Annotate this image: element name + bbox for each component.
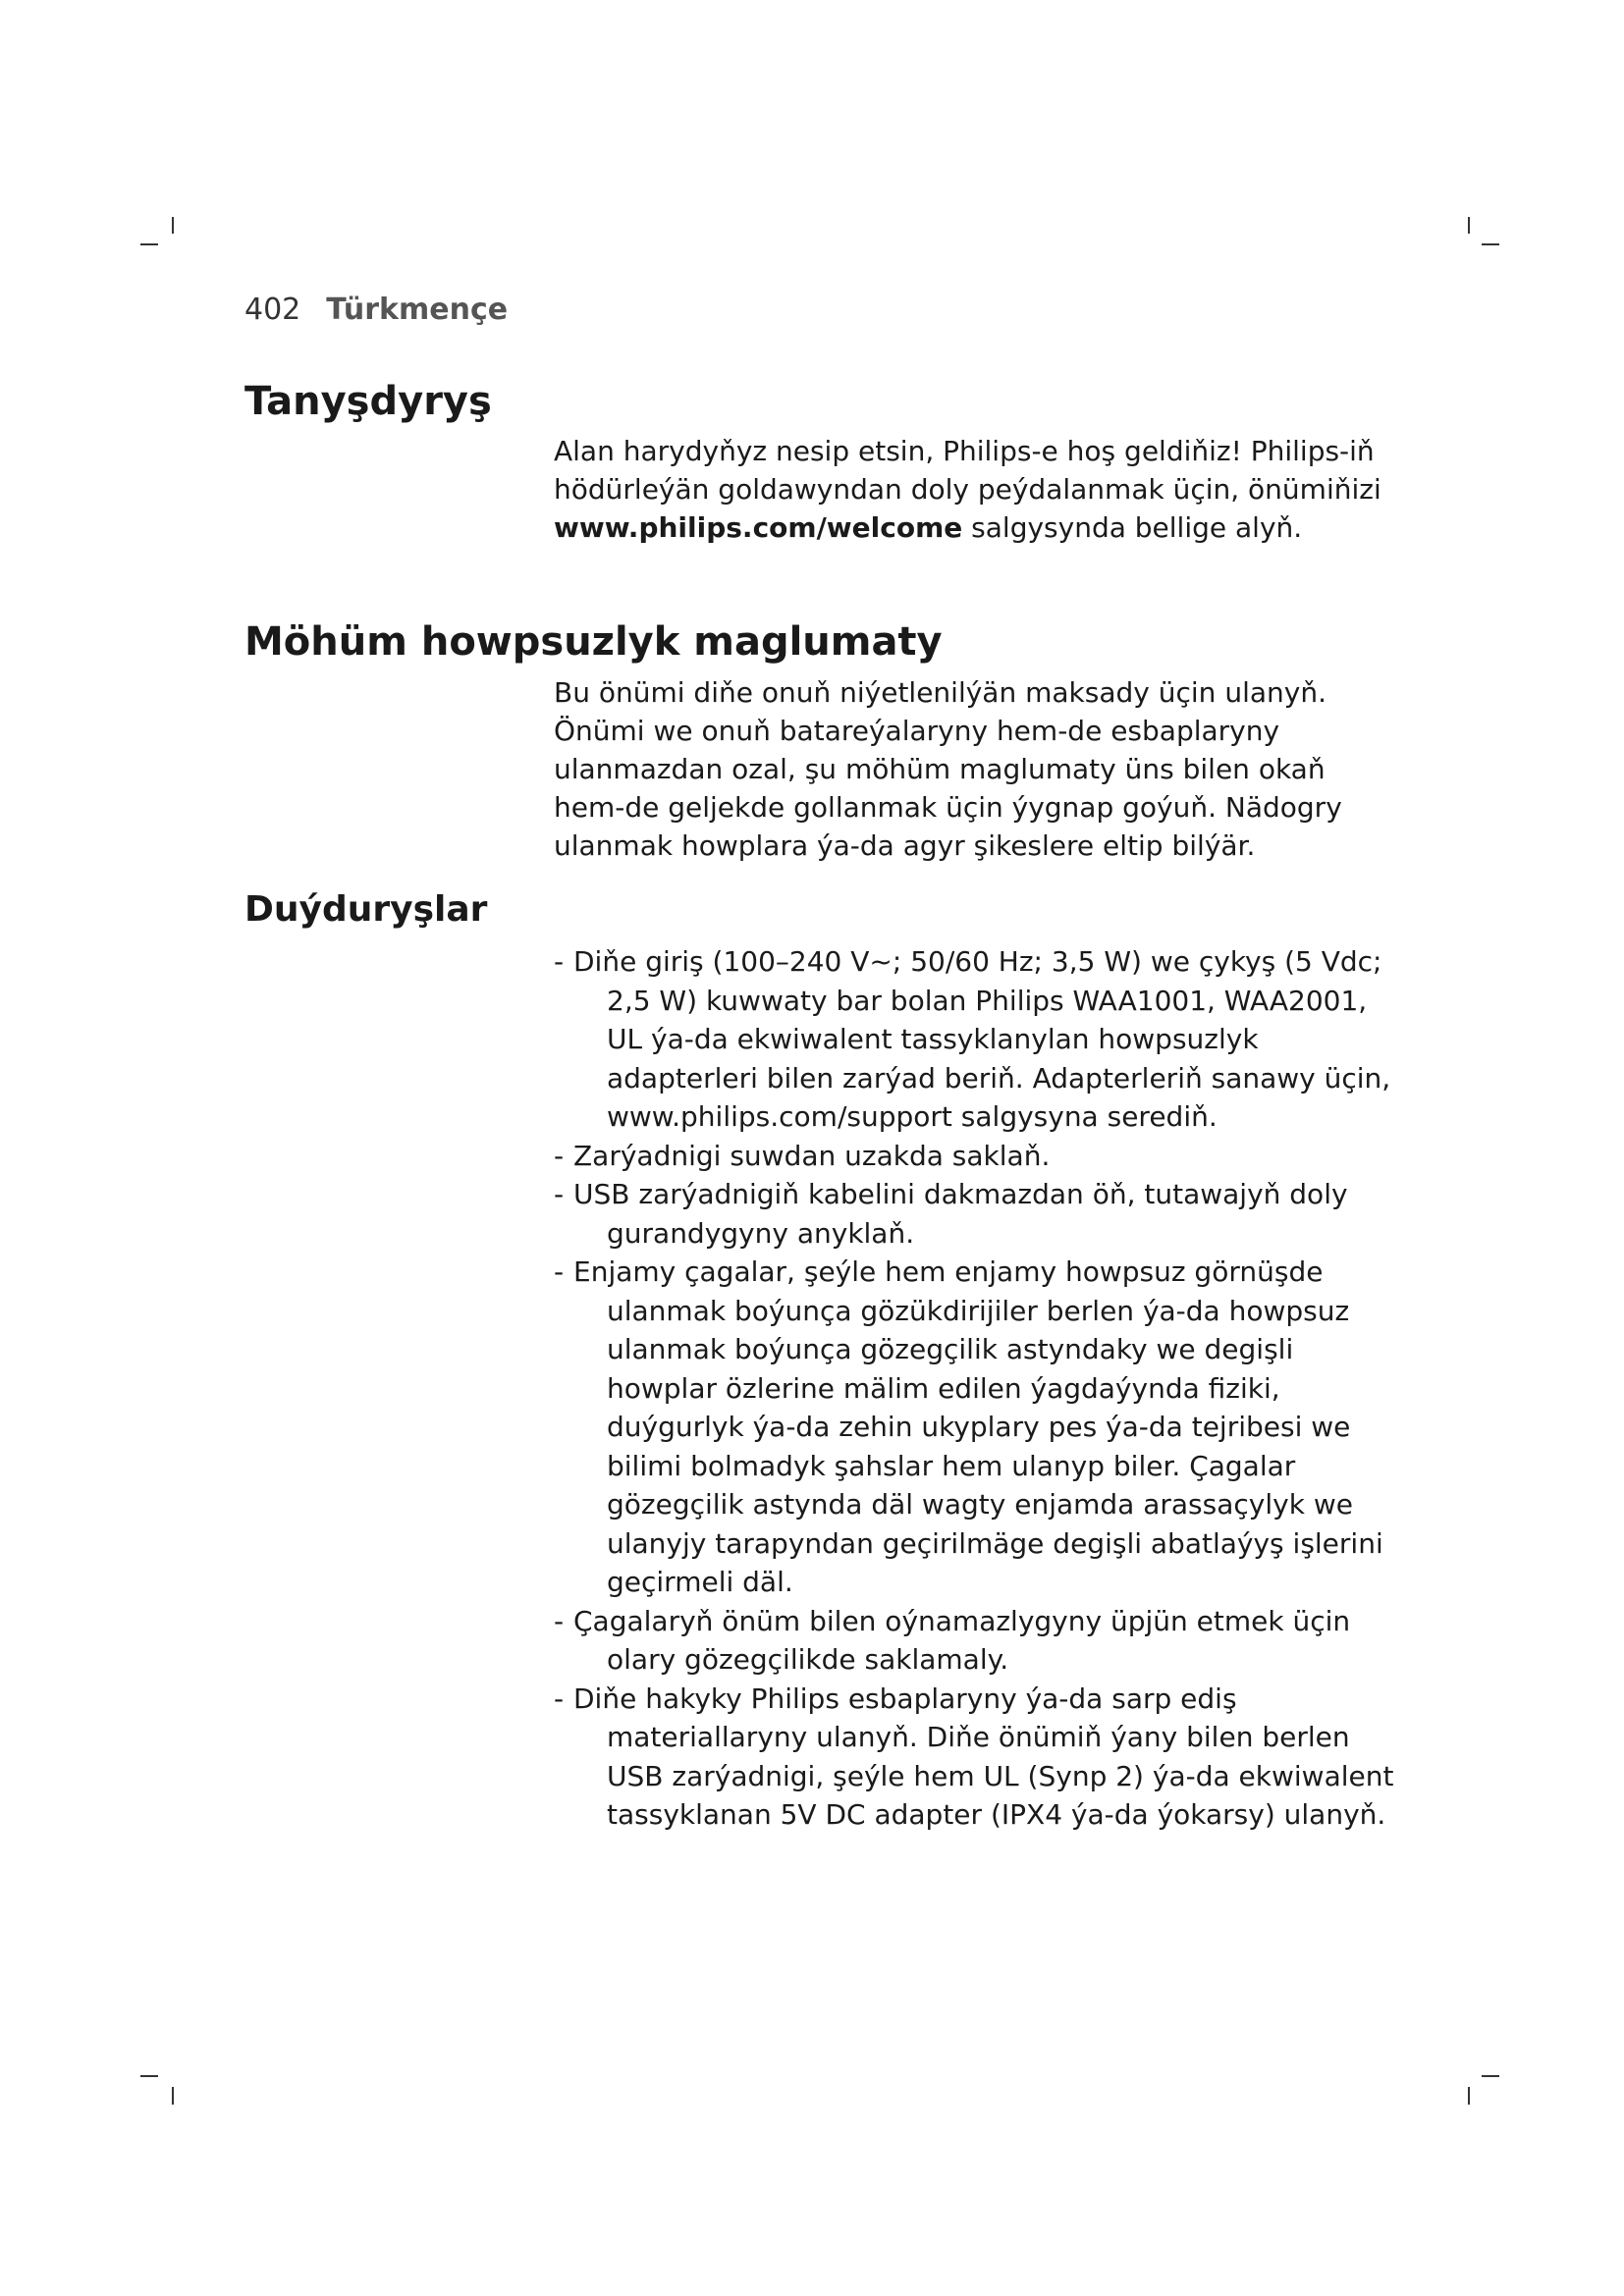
- warning-item: [554, 942, 1398, 1137]
- warning-item: [554, 1680, 1398, 1835]
- warning-text: Enjamy çagalar, şeýle hem enjamy howpsuz görnüşde ulanmak boýunça gözükdirijiler berlen ýa-da howpsuz ulanmak boýunça gözegçilik astyndaky we degişli howplar özlerine mälim edilen ýagdaýynda fiziki, duýgurlyk ýa-da zehin ukyplary pes ýa-da tejribesi we bilimi bolmadyk şahslar hem ulanyp biler. Çagalar gözegçilik astynda däl wagty enjamda arassaçylyk we ulanyjy tarapyndan geçirilmäge degişli abatlaýyş işlerini geçirmeli däl.: [573, 1255, 1383, 1598]
- bullet-dash: -: [554, 1604, 565, 1637]
- crop-mark-top-left-v: [172, 217, 174, 234]
- bullet-dash: -: [554, 1178, 565, 1210]
- crop-mark-bottom-left-h: [140, 2075, 158, 2077]
- warning-item: [554, 1175, 1398, 1253]
- warning-item: [554, 1602, 1398, 1680]
- bullet-dash: -: [554, 1255, 565, 1288]
- bullet-dash: -: [554, 1139, 565, 1172]
- warning-item: [554, 1137, 1398, 1176]
- language-label: Türkmençe: [326, 293, 509, 327]
- crop-mark-top-right-h: [1482, 243, 1499, 245]
- running-header: [244, 291, 508, 330]
- crop-mark-bottom-right-v: [1468, 2087, 1470, 2105]
- warnings-list: [554, 942, 1398, 1835]
- warnings-heading: Duýduryşlar: [244, 889, 488, 930]
- crop-mark-bottom-left-v: [172, 2087, 174, 2105]
- bullet-dash: -: [554, 945, 565, 978]
- intro-text-end: salgysynda bellige alyň.: [962, 511, 1303, 544]
- crop-mark-top-left-h: [140, 243, 158, 245]
- safety-paragraph: Bu önümi diňe onuň niýetlenilýän maksady üçin ulanyň. Önümi we onuň batareýalaryny hem-de esbaplaryny ulanmazdan ozal, şu möhüm maglumaty üns bilen okaň hem-de geljekde gollanmak üçin ýygnap goýuň. Nädogry ulanmak howplara ýa-da agyr şikeslere eltip bilýär.: [554, 676, 1342, 862]
- intro-text-start: Alan harydyňyz nesip etsin, Philips-e hoş geldiňiz! Philips-iň hödürleýän goldawyndan doly peýdalanmak üçin, önümiňizi: [554, 435, 1381, 506]
- crop-mark-top-right-v: [1468, 217, 1470, 234]
- warning-text: USB zarýadnigiň kabelini dakmazdan öň, tutawajyň doly gurandygyny anyklaň.: [573, 1178, 1348, 1250]
- welcome-link[interactable]: www.philips.com/welcome: [554, 511, 963, 544]
- warning-text: Diňe giriş (100–240 V~; 50/60 Hz; 3,5 W) we çykyş (5 Vdc; 2,5 W) kuwwaty bar bolan Philips WAA1001, WAA2001, UL ýa-da ekwiwalent tassyklanylan howpsuzlyk adapterleri bilen zarýad beriň. Adapterleriň sanawy üçin, www.philips.com/support salgysyna serediň.: [573, 945, 1391, 1133]
- page-number: 402: [244, 293, 301, 327]
- bullet-dash: -: [554, 1682, 565, 1715]
- safety-heading: Möhüm howpsuzlyk maglumaty: [244, 619, 943, 665]
- intro-paragraph: [554, 432, 1398, 547]
- crop-mark-bottom-right-h: [1482, 2075, 1499, 2077]
- warning-text: Çagalaryň önüm bilen oýnamazlygyny üpjün etmek üçin olary gözegçilikde saklamaly.: [573, 1604, 1351, 1676]
- warning-text: Diňe hakyky Philips esbaplaryny ýa-da sarp ediş materiallaryny ulanyň. Diňe önümiň ýany bilen berlen USB zarýadnigi, şeýle hem UL (Synp 2) ýa-da ekwiwalent tassyklanan 5V DC adapter (IPX4 ýa-da ýokarsy) ulanyň.: [573, 1682, 1394, 1831]
- intro-heading: Tanyşdyryş: [244, 379, 492, 424]
- warning-item: [554, 1253, 1398, 1602]
- warning-text: Zarýadnigi suwdan uzakda saklaň.: [573, 1139, 1051, 1172]
